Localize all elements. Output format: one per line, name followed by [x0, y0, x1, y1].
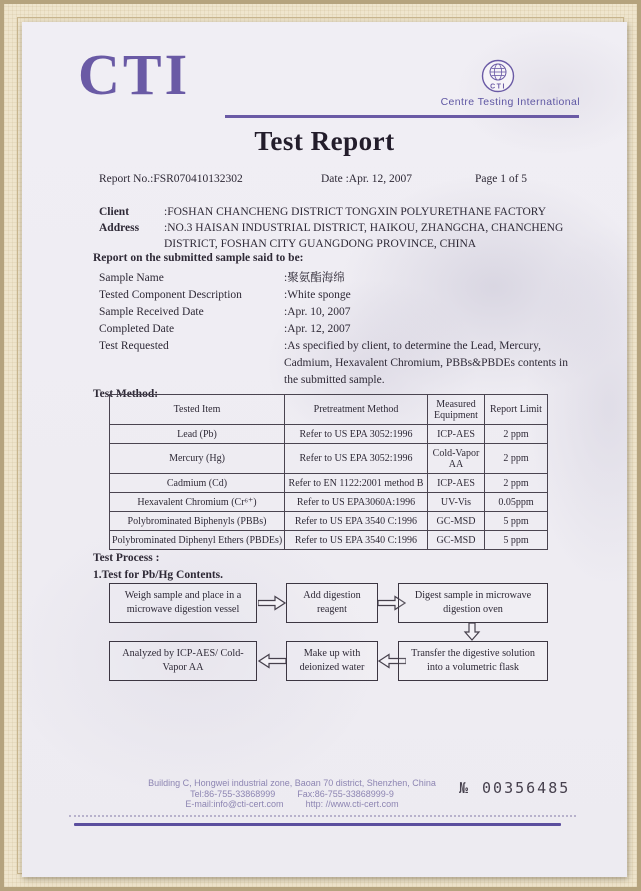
report-number-label: Report No.: [99, 173, 154, 185]
flow-arrow-right-icon [258, 594, 286, 617]
cell: 2 ppm [485, 444, 548, 474]
cell: 2 ppm [485, 425, 548, 444]
sample-section-heading: Report on the submitted sample said to be: [93, 252, 304, 264]
table-row [110, 444, 548, 474]
client-label: Client [99, 206, 130, 218]
microprint-line [69, 815, 576, 817]
cell: 5 ppm [485, 512, 548, 531]
test-process-heading: Test Process : [93, 552, 160, 564]
cell: Mercury (Hg) [110, 444, 285, 474]
sample-row-value: :White sponge [284, 289, 351, 301]
report-number-value: FSR070410132302 [153, 173, 243, 185]
cell: GC-MSD [428, 512, 485, 531]
col-header-pretreatment: Pretreatment Method [285, 395, 428, 425]
cell: Refer to US EPA3060A:1996 [285, 493, 428, 512]
page-indicator: Page 1 of 5 [475, 173, 528, 185]
serial-value: 00356485 [482, 779, 571, 797]
test-method-table [109, 394, 548, 550]
footer-web: http: //www.cti-cert.com [305, 799, 399, 809]
sample-row-component [99, 287, 576, 304]
cell: Refer to US EPA 3052:1996 [285, 444, 428, 474]
footer-address: Building C, Hongwei industrial zone, Baoan 70 district, Shenzhen, China [148, 778, 436, 788]
footer-fax: Fax:86-755-33868999-9 [297, 788, 394, 799]
cell: Lead (Pb) [110, 425, 285, 444]
cell: UV-Vis [428, 493, 485, 512]
report-number [99, 173, 243, 185]
serial-number-stamp [459, 779, 570, 797]
footer-rule [74, 823, 561, 826]
sample-row-value: :As specified by client, to determine the Lead, Mercury, Cadmium, Hexavalent Chromium, PBBs&PBDEs contents in the submitted sample. [284, 340, 568, 386]
cell: Refer to US EPA 3540 C:1996 [285, 512, 428, 531]
cell: Hexavalent Chromium (Cr⁶⁺) [110, 493, 285, 512]
cell: GC-MSD [428, 531, 485, 550]
sample-row-value: :聚氨酯海绵 [284, 272, 345, 284]
serial-label: № [459, 779, 471, 797]
table-header-row [110, 395, 548, 425]
report-date-value: Apr. 12, 2007 [348, 173, 413, 185]
report-date [321, 173, 412, 185]
sample-row-label: Completed Date [99, 323, 175, 335]
flow-step-add-reagent: Add digestion reagent [286, 583, 378, 623]
table-row [110, 493, 548, 512]
cell: Refer to US EPA 3052:1996 [285, 425, 428, 444]
sample-row-name [99, 270, 576, 287]
cell: 2 ppm [485, 474, 548, 493]
page-title: Test Report [254, 126, 395, 156]
cell: 0.05ppm [485, 493, 548, 512]
flow-step-weigh: Weigh sample and place in a microwave digestion vessel [109, 583, 257, 623]
table-row [110, 512, 548, 531]
sample-row-label: Tested Component Description [99, 289, 242, 301]
sample-row-label: Sample Received Date [99, 306, 204, 318]
cell: 5 ppm [485, 531, 548, 550]
address-value: :NO.3 HAISAN INDUSTRIAL DISTRICT, HAIKOU, ZHANGCHA, CHANCHENG DISTRICT, FOSHAN CITY GUANGDONG PROVINCE, CHINA [164, 222, 564, 250]
cell: Refer to US EPA 3540 C:1996 [285, 531, 428, 550]
test-method-heading: Test Method: [93, 388, 159, 400]
sample-row-value: :Apr. 12, 2007 [284, 323, 351, 335]
cell: Cadmium (Cd) [110, 474, 285, 493]
col-header-report-limit: Report Limit [485, 395, 548, 425]
sample-row-completed-date [99, 321, 576, 338]
globe-cti-label: CTI [490, 83, 506, 91]
sample-row-received-date [99, 304, 576, 321]
flow-step-make-up: Make up with deionized water [286, 641, 378, 681]
report-meta [99, 173, 569, 189]
flow-step-transfer: Transfer the digestive solution into a volumetric flask [398, 641, 548, 681]
address-row [99, 220, 592, 252]
footer-tel: Tel:86-755-33868999 [190, 788, 276, 799]
footer-email: E-mail:info@cti-cert.com [185, 799, 284, 809]
cell: Cold-Vapor AA [428, 444, 485, 474]
table-row [110, 474, 548, 493]
sample-row-label: Test Requested [99, 340, 169, 352]
report-date-label: Date : [321, 173, 349, 185]
cell: ICP-AES [428, 425, 485, 444]
table-row [110, 425, 548, 444]
flow-step-digest: Digest sample in microwave digestion oven [398, 583, 548, 623]
table-row [110, 531, 548, 550]
report-page [22, 22, 627, 877]
cell: Polybrominated Diphenyl Ethers (PBDEs) [110, 531, 285, 550]
footer-email-web [77, 799, 507, 810]
address-label: Address [99, 222, 140, 234]
brand-underline [225, 115, 579, 118]
footer-tel-fax [77, 789, 507, 800]
cti-logo: CTI [78, 42, 191, 107]
sample-row-test-requested [99, 338, 576, 389]
client-value: :FOSHAN CHANCHENG DISTRICT TONGXIN POLYURETHANE FACTORY [164, 206, 547, 218]
col-header-equipment: Measured Equipment [428, 395, 485, 425]
globe-icon [481, 59, 515, 93]
sample-row-value: :Apr. 10, 2007 [284, 306, 351, 318]
flow-arrow-left-icon [258, 652, 286, 675]
sample-row-label: Sample Name [99, 272, 164, 284]
col-header-tested-item: Tested Item [110, 395, 285, 425]
cell: ICP-AES [428, 474, 485, 493]
footer-contact-block [77, 778, 507, 810]
client-row [99, 204, 546, 220]
cell: Polybrominated Biphenyls (PBBs) [110, 512, 285, 531]
test-process-subheading: 1.Test for Pb/Hg Contents. [93, 569, 224, 581]
org-name: Centre Testing International [440, 96, 580, 108]
flow-step-analyze: Analyzed by ICP-AES/ Cold-Vapor AA [109, 641, 257, 681]
cell: Refer to EN 1122:2001 method B [285, 474, 428, 493]
